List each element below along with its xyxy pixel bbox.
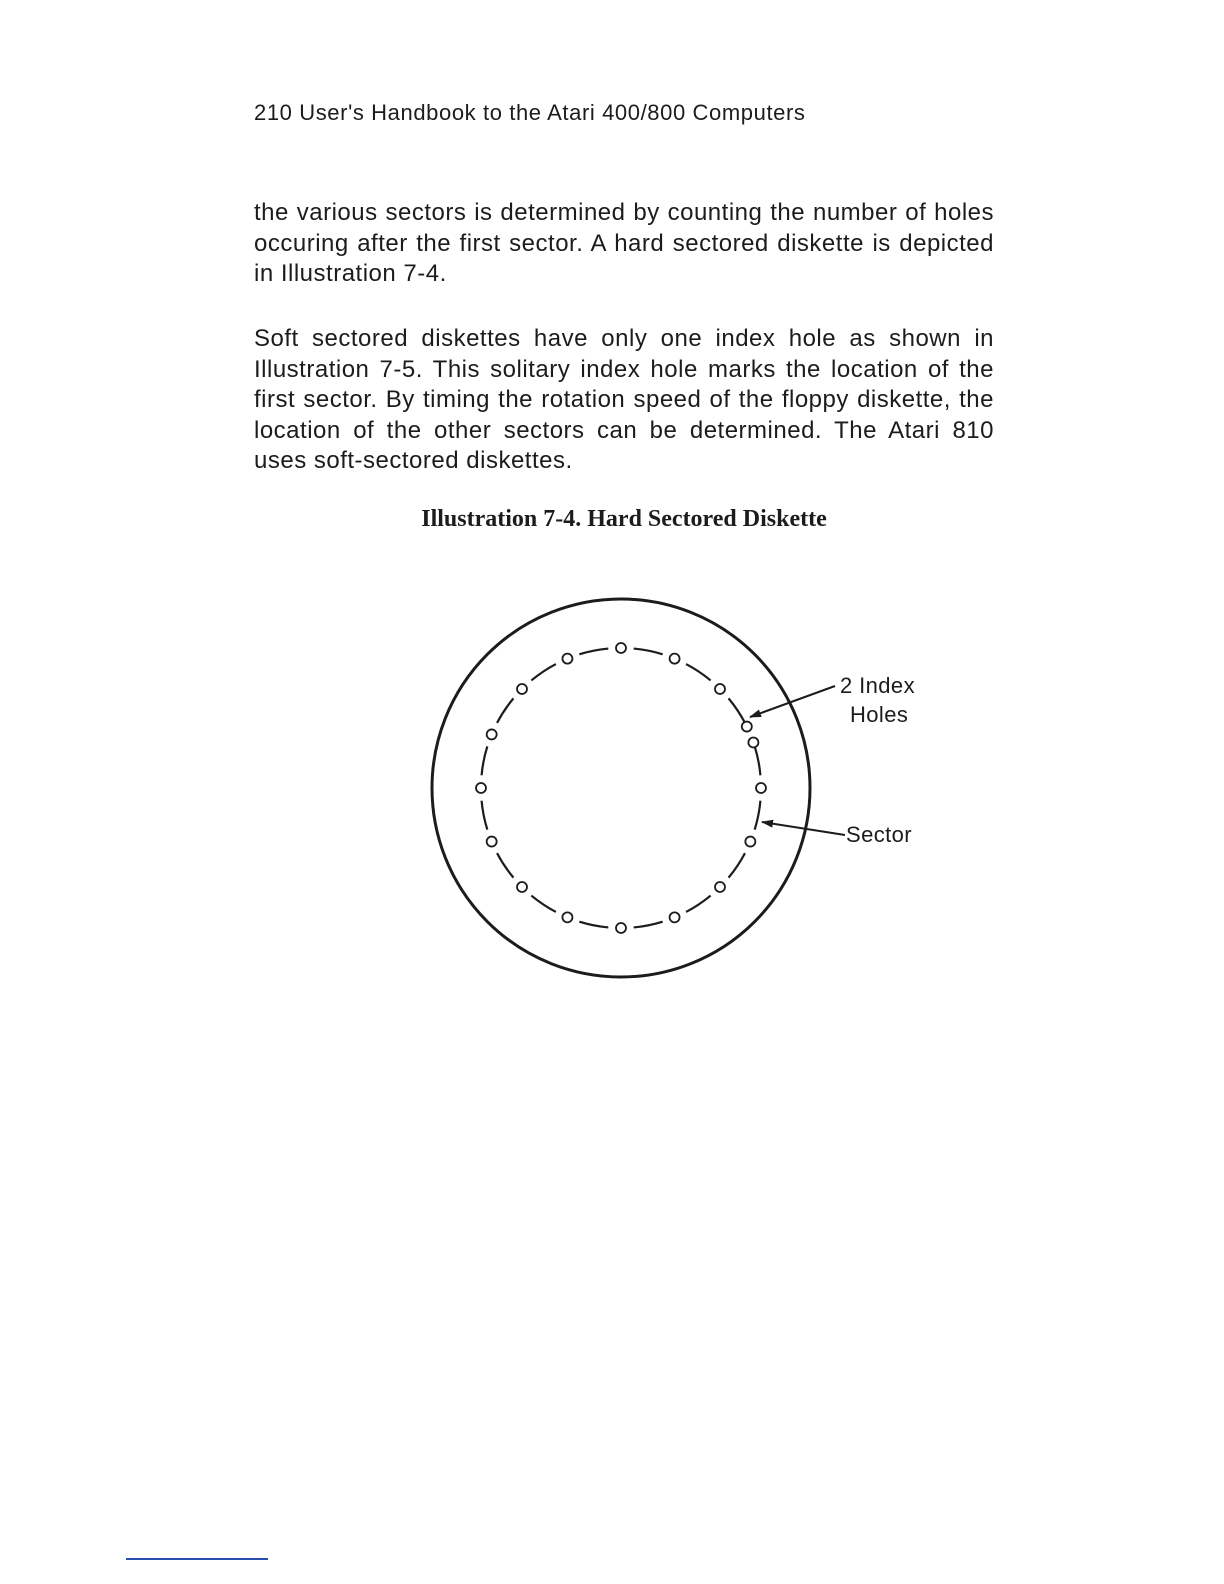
- sector-arc: [531, 664, 556, 680]
- sector-hole: [487, 729, 497, 739]
- sector-hole: [670, 912, 680, 922]
- sector-hole: [562, 654, 572, 664]
- sector-arc: [686, 896, 711, 912]
- sector-arc: [729, 853, 745, 878]
- sector-hole: [562, 912, 572, 922]
- sector-arc: [497, 853, 513, 878]
- index-holes-label-line2: Holes: [850, 702, 909, 727]
- sector-arc: [482, 746, 488, 775]
- sector-arc: [634, 922, 663, 928]
- sector-hole: [476, 783, 486, 793]
- sector-arc: [755, 801, 761, 830]
- sector-hole: [670, 654, 680, 664]
- sector-hole: [517, 684, 527, 694]
- sector-arc: [497, 698, 513, 723]
- sector-arc: [686, 664, 711, 680]
- sector-arc: [579, 649, 608, 655]
- index-hole: [748, 737, 758, 747]
- index-holes-label-line1: 2 Index: [840, 673, 915, 698]
- sector-hole: [715, 882, 725, 892]
- sector-hole: [616, 923, 626, 933]
- sector-arc: [482, 801, 488, 830]
- paragraph-2: Soft sectored diskettes have only one index hole as shown in Illustration 7-5. This solitary index hole marks the location of the first sector. By timing the rotation speed of the floppy diskette, the location of the other sectors can be determined. The Atari 810 uses soft-sectored diskettes.: [254, 325, 994, 474]
- sector-hole: [616, 643, 626, 653]
- sector-arc: [634, 649, 663, 655]
- sector-hole: [715, 684, 725, 694]
- sector-hole: [756, 783, 766, 793]
- paragraph-1: the various sectors is determined by counting the number of holes occuring after the first sector. A hard sectored diskette is depicted in Illustration 7-4.: [254, 199, 994, 287]
- index-hole: [742, 722, 752, 732]
- sector-hole: [487, 837, 497, 847]
- sector-ring: [476, 643, 766, 933]
- footnote-rule: [126, 1558, 268, 1560]
- index-hole-pointer-arrow: [750, 686, 835, 717]
- sector-hole: [745, 837, 755, 847]
- figure-caption: Illustration 7-4. Hard Sectored Diskette: [421, 506, 827, 532]
- sector-arc: [755, 746, 761, 775]
- sector-arc: [579, 922, 608, 928]
- sector-arc: [729, 698, 745, 723]
- running-head: 210 User's Handbook to the Atari 400/800 Computers: [254, 100, 806, 125]
- hard-sectored-diskette-diagram: [420, 580, 940, 1000]
- diskette-outer-edge: [432, 599, 810, 977]
- sector-hole: [517, 882, 527, 892]
- index-holes: [742, 722, 759, 748]
- sector-label: Sector: [846, 822, 912, 847]
- sector-arc: [531, 896, 556, 912]
